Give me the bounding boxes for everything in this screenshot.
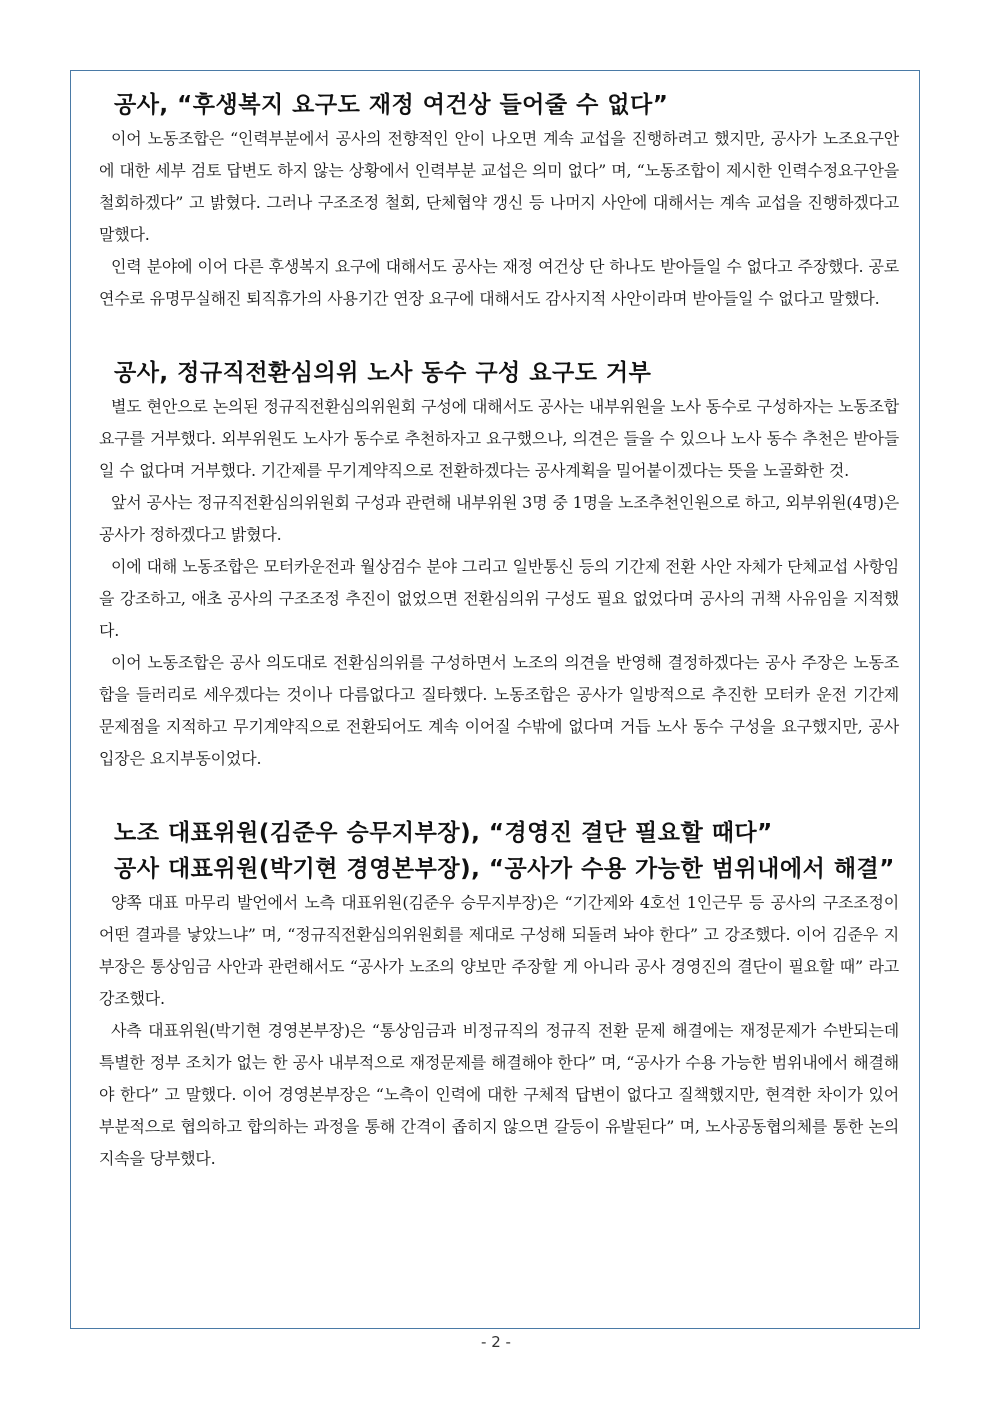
paragraph: 이어 노동조합은 공사 의도대로 전환심의위를 구성하면서 노조의 의견을 반영해 결정하겠다는 공사 주장은 노동조합을 들러리로 세우겠다는 것이나 다름없다고 질타했다. 노동조합은 공사가 일방적으로 추진한 모터카 운전 기간제 문제점을 지적하고 무기계약직으로 전환되어도 계속 이어질 수밖에 없다며 거듭 노사 동수 구성을 요구했지만, 공사 입장은 요지부동이었다. xyxy=(99,653,899,768)
paragraph: 별도 현안으로 논의된 정규직전환심의위원회 구성에 대해서도 공사는 내부위원을 노사 동수로 구성하자는 노동조합 요구를 거부했다. 외부위원도 노사가 동수로 추천하자고 요구했으나, 의견은 들을 수 있으나 노사 동수 추천은 받아들일 수 없다며 거부했다. 기간제를 무기계약직으로 전환하겠다는 공사계획을 밀어붙이겠다는 뜻을 노골화한 것. xyxy=(99,397,899,480)
section-heading: 공사, 정규직전환심의위 노사 동수 구성 요구도 거부 xyxy=(114,360,652,386)
page-number: - 2 - xyxy=(481,1333,511,1351)
section-closing-remarks xyxy=(99,815,899,1175)
paragraph: 이에 대해 노동조합은 모터카운전과 월상검수 분야 그리고 일반통신 등의 기간제 전환 사안 자체가 단체교섭 사항임을 강조하고, 애초 공사의 구조조정 추진이 없었으면 전환심의위 구성도 필요 없었다며 공사의 귀책 사유임을 지적했다. xyxy=(99,557,899,640)
paragraph: 앞서 공사는 정규직전환심의위원회 구성과 관련해 내부위원 3명 중 1명을 노조추천인원으로 하고, 외부위원(4명)은 공사가 정하겠다고 밝혔다. xyxy=(99,493,899,544)
section-conversion-committee xyxy=(99,355,899,775)
paragraph: 이어 노동조합은 “인력부분에서 공사의 전향적인 안이 나오면 계속 교섭을 진행하려고 했지만, 공사가 노조요구안에 대한 세부 검토 답변도 하지 않는 상황에서 인력부분 교섭은 의미 없다” 며, “노동조합이 제시한 인력수정요구안을 철회하겠다” 고 밝혔다. 그러나 구조조정 철회, 단체협약 갱신 등 나머지 사안에 대해서는 계속 교섭을 진행하겠다고 말했다. xyxy=(99,129,899,244)
section-welfare xyxy=(99,87,899,315)
paragraph: 사측 대표위원(박기현 경영본부장)은 “통상임금과 비정규직의 정규직 전환 문제 해결에는 재정문제가 수반되는데 특별한 정부 조치가 없는 한 공사 내부적으로 재정문제를 해결해야 한다” 며, “공사가 수용 가능한 범위내에서 해결해야 한다” 고 말했다. 이어 경영본부장은 “노측이 인력에 대한 구체적 답변이 없다고 질책했지만, 현격한 차이가 있어 부분적으로 협의하고 합의하는 과정을 통해 간격이 좁히지 않으면 갈등이 유발된다” 며, 노사공동협의체를 통한 논의 지속을 당부했다. xyxy=(99,1021,899,1168)
section-heading: 공사, “후생복지 요구도 재정 여건상 들어줄 수 없다” xyxy=(114,92,669,118)
section-heading: 노조 대표위원(김준우 승무지부장), “경영진 결단 필요할 때다” xyxy=(114,820,773,846)
page-frame xyxy=(70,70,920,1329)
article-body xyxy=(99,87,899,1175)
paragraph: 인력 분야에 이어 다른 후생복지 요구에 대해서도 공사는 재정 여건상 단 하나도 받아들일 수 없다고 주장했다. 공로연수로 유명무실해진 퇴직휴가의 사용기간 연장 요구에 대해서도 감사지적 사안이라며 받아들일 수 없다고 말했다. xyxy=(99,257,899,308)
section-subheading: 공사 대표위원(박기현 경영본부장), “공사가 수용 가능한 범위내에서 해결” xyxy=(114,856,895,882)
paragraph: 양쪽 대표 마무리 발언에서 노측 대표위원(김준우 승무지부장)은 “기간제와 4호선 1인근무 등 공사의 구조조정이 어떤 결과를 낳았느냐” 며, “정규직전환심의위원회를 제대로 구성해 되돌려 놔야 한다” 고 강조했다. 이어 김준우 지부장은 통상임금 사안과 관련해서도 “공사가 노조의 양보만 주장할 게 아니라 공사 경영진의 결단이 필요할 때” 라고 강조했다. xyxy=(99,893,899,1008)
